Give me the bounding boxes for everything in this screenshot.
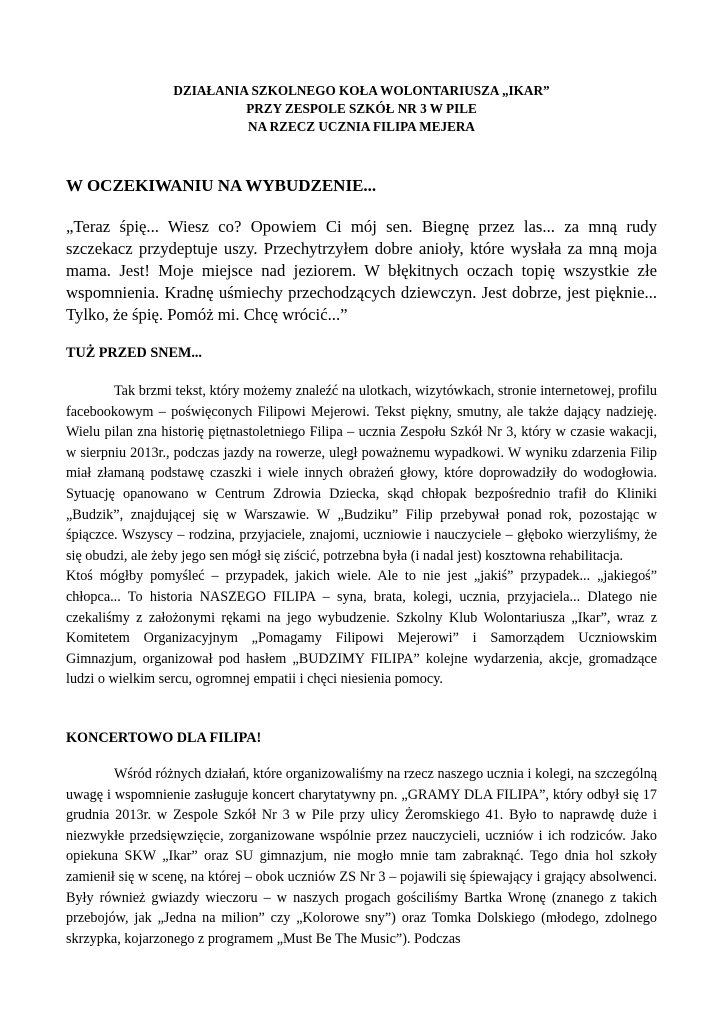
title-line-1: DZIAŁANIA SZKOLNEGO KOŁA WOLONTARIUSZA „IKAR” xyxy=(173,83,550,98)
section-concert-body xyxy=(66,764,657,949)
paragraph-our-filip: Ktoś mógłby pomyśleć – przypadek, jakich wiele. Ale to nie jest „jakiś” przypadek... „jakiegoś” chłopca... To historia NASZEGO FILIPA – syna, brata, kolegi, ucznia, przyjaciela... Dlatego nie czekaliśmy z założonymi rękami na jego wybudzenie. Szkolny Klub Wolontariusza „Ikar”, wraz z Komitetem Organizacyjnym „Pomagamy Filipowi Mejerowi” i Samorządem Uczniowskim Gimnazjum, organizował pod hasłem „BUDZIMY FILIPA” kolejne wydarzenia, akcje, gromadzące ludzi o wielkim sercu, ogromnej empatii i chęci niesienia pomocy. xyxy=(66,568,657,688)
paragraph-story: Tak brzmi tekst, który możemy znaleźć na ulotkach, wizytówkach, stronie internetowej, profilu facebookowym – poświęconych Filipowi Mejerowi. Tekst piękny, smutny, ale także dający nadzieję. Wielu pilan zna historię piętnastoletniego Filipa – ucznia Zespołu Szkół Nr 3, który w czasie wakacji, w sierpniu 2013r., podczas jazdy na rowerze, uległ poważnemu wypadkowi. W wyniku zdarzenia Filip miał złamaną podstawę czaszki i wiele innych obrażeń głowy, które doprowadziły do wodogłowia. Sytuację opanowano w Centrum Zdrowia Dziecka, skąd chłopak bezpośrednio trafił do Kliniki „Budzik”, znajdującej się w Warszawie. W „Budziku” Filip przebywał ponad rok, pozostając w śpiączce. Wszyscy – rodzina, przyjaciele, znajomi, uczniowie i nauczyciele – głęboko wierzyliśmy, że się obudzi, ale żeby jego sen mógł się ziścić, potrzebna była (i nadal jest) kosztowna rehabilitacja. xyxy=(66,383,657,564)
document-title xyxy=(66,82,657,136)
title-line-3: NA RZECZ UCZNIA FILIPA MEJERA xyxy=(248,119,475,134)
section-heading-awakening: W OCZEKIWANIU NA WYBUDZENIE... xyxy=(66,176,377,195)
title-line-2: PRZY ZESPOLE SZKÓŁ NR 3 W PILE xyxy=(246,101,477,116)
paragraph-concert: Wśród różnych działań, które organizowaliśmy na rzecz naszego ucznia i kolegi, na szczególną uwagę i wspomnienie zasługuje koncert charytatywny pn. „GRAMY DLA FILIPA”, który odbył się 17 grudnia 2013r. w Zespole Szkół Nr 3 w Pile przy ulicy Żeromskiego 41. Było to naprawdę duże i niezwykłe przedsięwzięcie, zorganizowane wspólnie przez nauczycieli, uczniów i ich rodziców. Jako opiekuna SKW „Ikar” oraz SU gimnazjum, nie mogło mnie tam zabraknąć. Tego dnia hol szkoły zamienił się w scenę, na której – obok uczniów ZS Nr 3 – pojawili się śpiewający i grający absolwenci. Były również gwiazdy wieczoru – w naszych progach gościliśmy Bartka Wronę (znanego z takich przebojów, jak „Jedna na milion” czy „Kolorowe sny”) oraz Tomka Dolskiego (młodego, zdolnego skrzypka, kojarzonego z programem „Must Be The Music”). Podczas xyxy=(66,766,657,947)
quote-paragraph: „Teraz śpię... Wiesz co? Opowiem Ci mój sen. Biegnę przez las... za mną rudy szczekacz przydeptuje uszy. Przechytrzyłem dobre anioły, które wysłała za mną moja mama. Jest! Moje miejsce nad jeziorem. W błękitnych oczach topię wszystkie złe wspomnienia. Kradnę uśmiechy przechodzących dziewczyn. Jest dobrze, jest pięknie... Tylko, że śpię. Pomóż mi. Chcę wrócić...” xyxy=(66,217,657,324)
section-heading-before-sleep: TUŻ PRZED SNEM... xyxy=(66,345,202,361)
section-before-sleep-body xyxy=(66,381,657,690)
section-heading-concert: KONCERTOWO DLA FILIPA! xyxy=(66,730,262,746)
document-page xyxy=(66,0,657,1024)
